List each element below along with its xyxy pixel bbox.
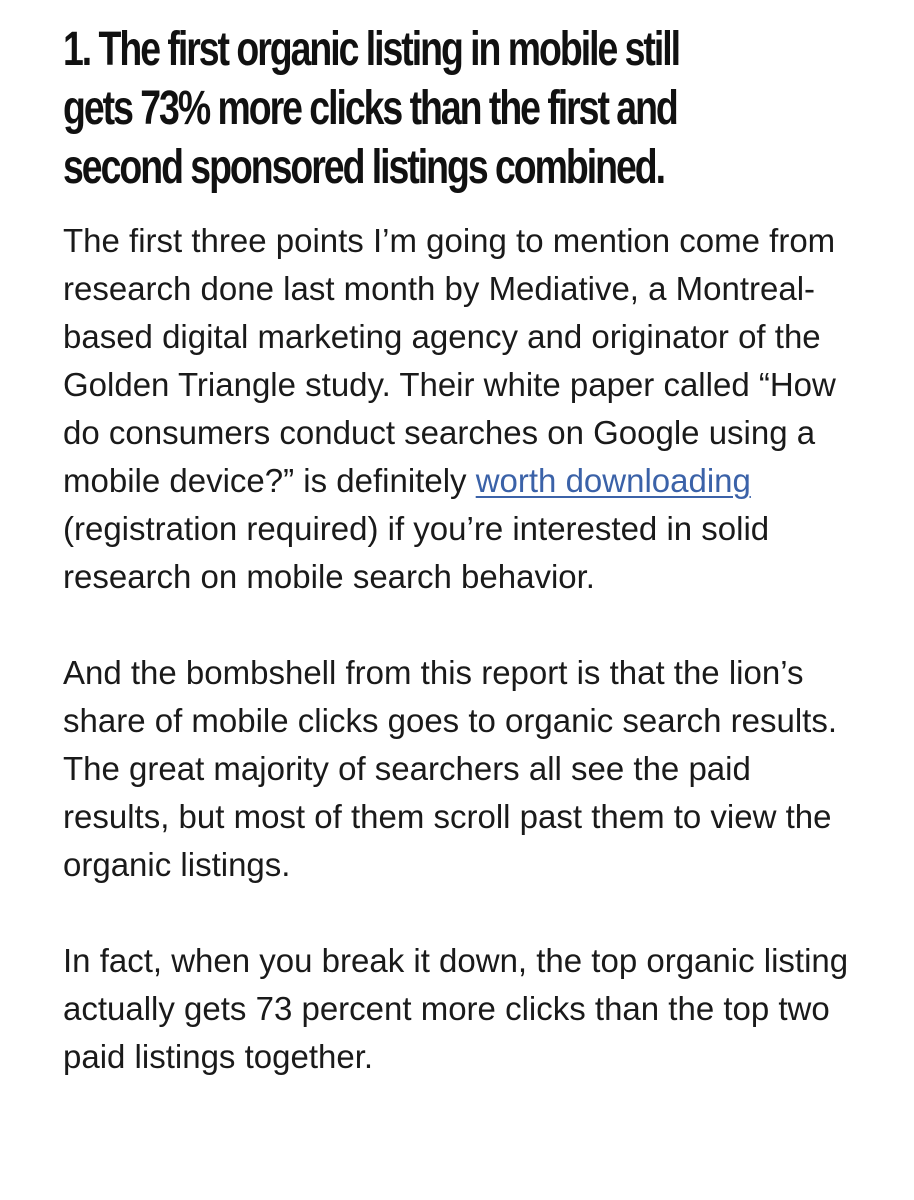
paragraph-1-text-after-link: (registration required) if you’re interested in solid research on mobile search behavior. (63, 510, 770, 595)
paragraph-2: And the bombshell from this report is that the lion’s share of mobile clicks goes to organic search results. The great majority of searchers all see the paid results, but most of them scroll past them to view the organic listings. (63, 654, 838, 883)
heading-line-2: gets 73% more clicks than the first and (63, 82, 677, 135)
heading-line-1: 1. The first organic listing in mobile still (63, 23, 679, 76)
paragraph-1 (63, 217, 863, 601)
worth-downloading-link[interactable]: worth downloading (475, 462, 751, 499)
paragraph-3: In fact, when you break it down, the top organic listing actually gets 73 percent more clicks than the top two paid listings together. (63, 942, 849, 1075)
article-heading (63, 20, 863, 197)
heading-line-3: second sponsored listings combined. (63, 141, 664, 194)
paragraph-1-text-before-link: The first three points I’m going to mention come from research done last month by Mediative, a Montreal-based digital marketing agency and originator of the Golden Triangle study. Their white paper called “How do consumers conduct searches on Google using a mobile device?” is definitely (63, 222, 836, 499)
article (63, 20, 863, 1081)
